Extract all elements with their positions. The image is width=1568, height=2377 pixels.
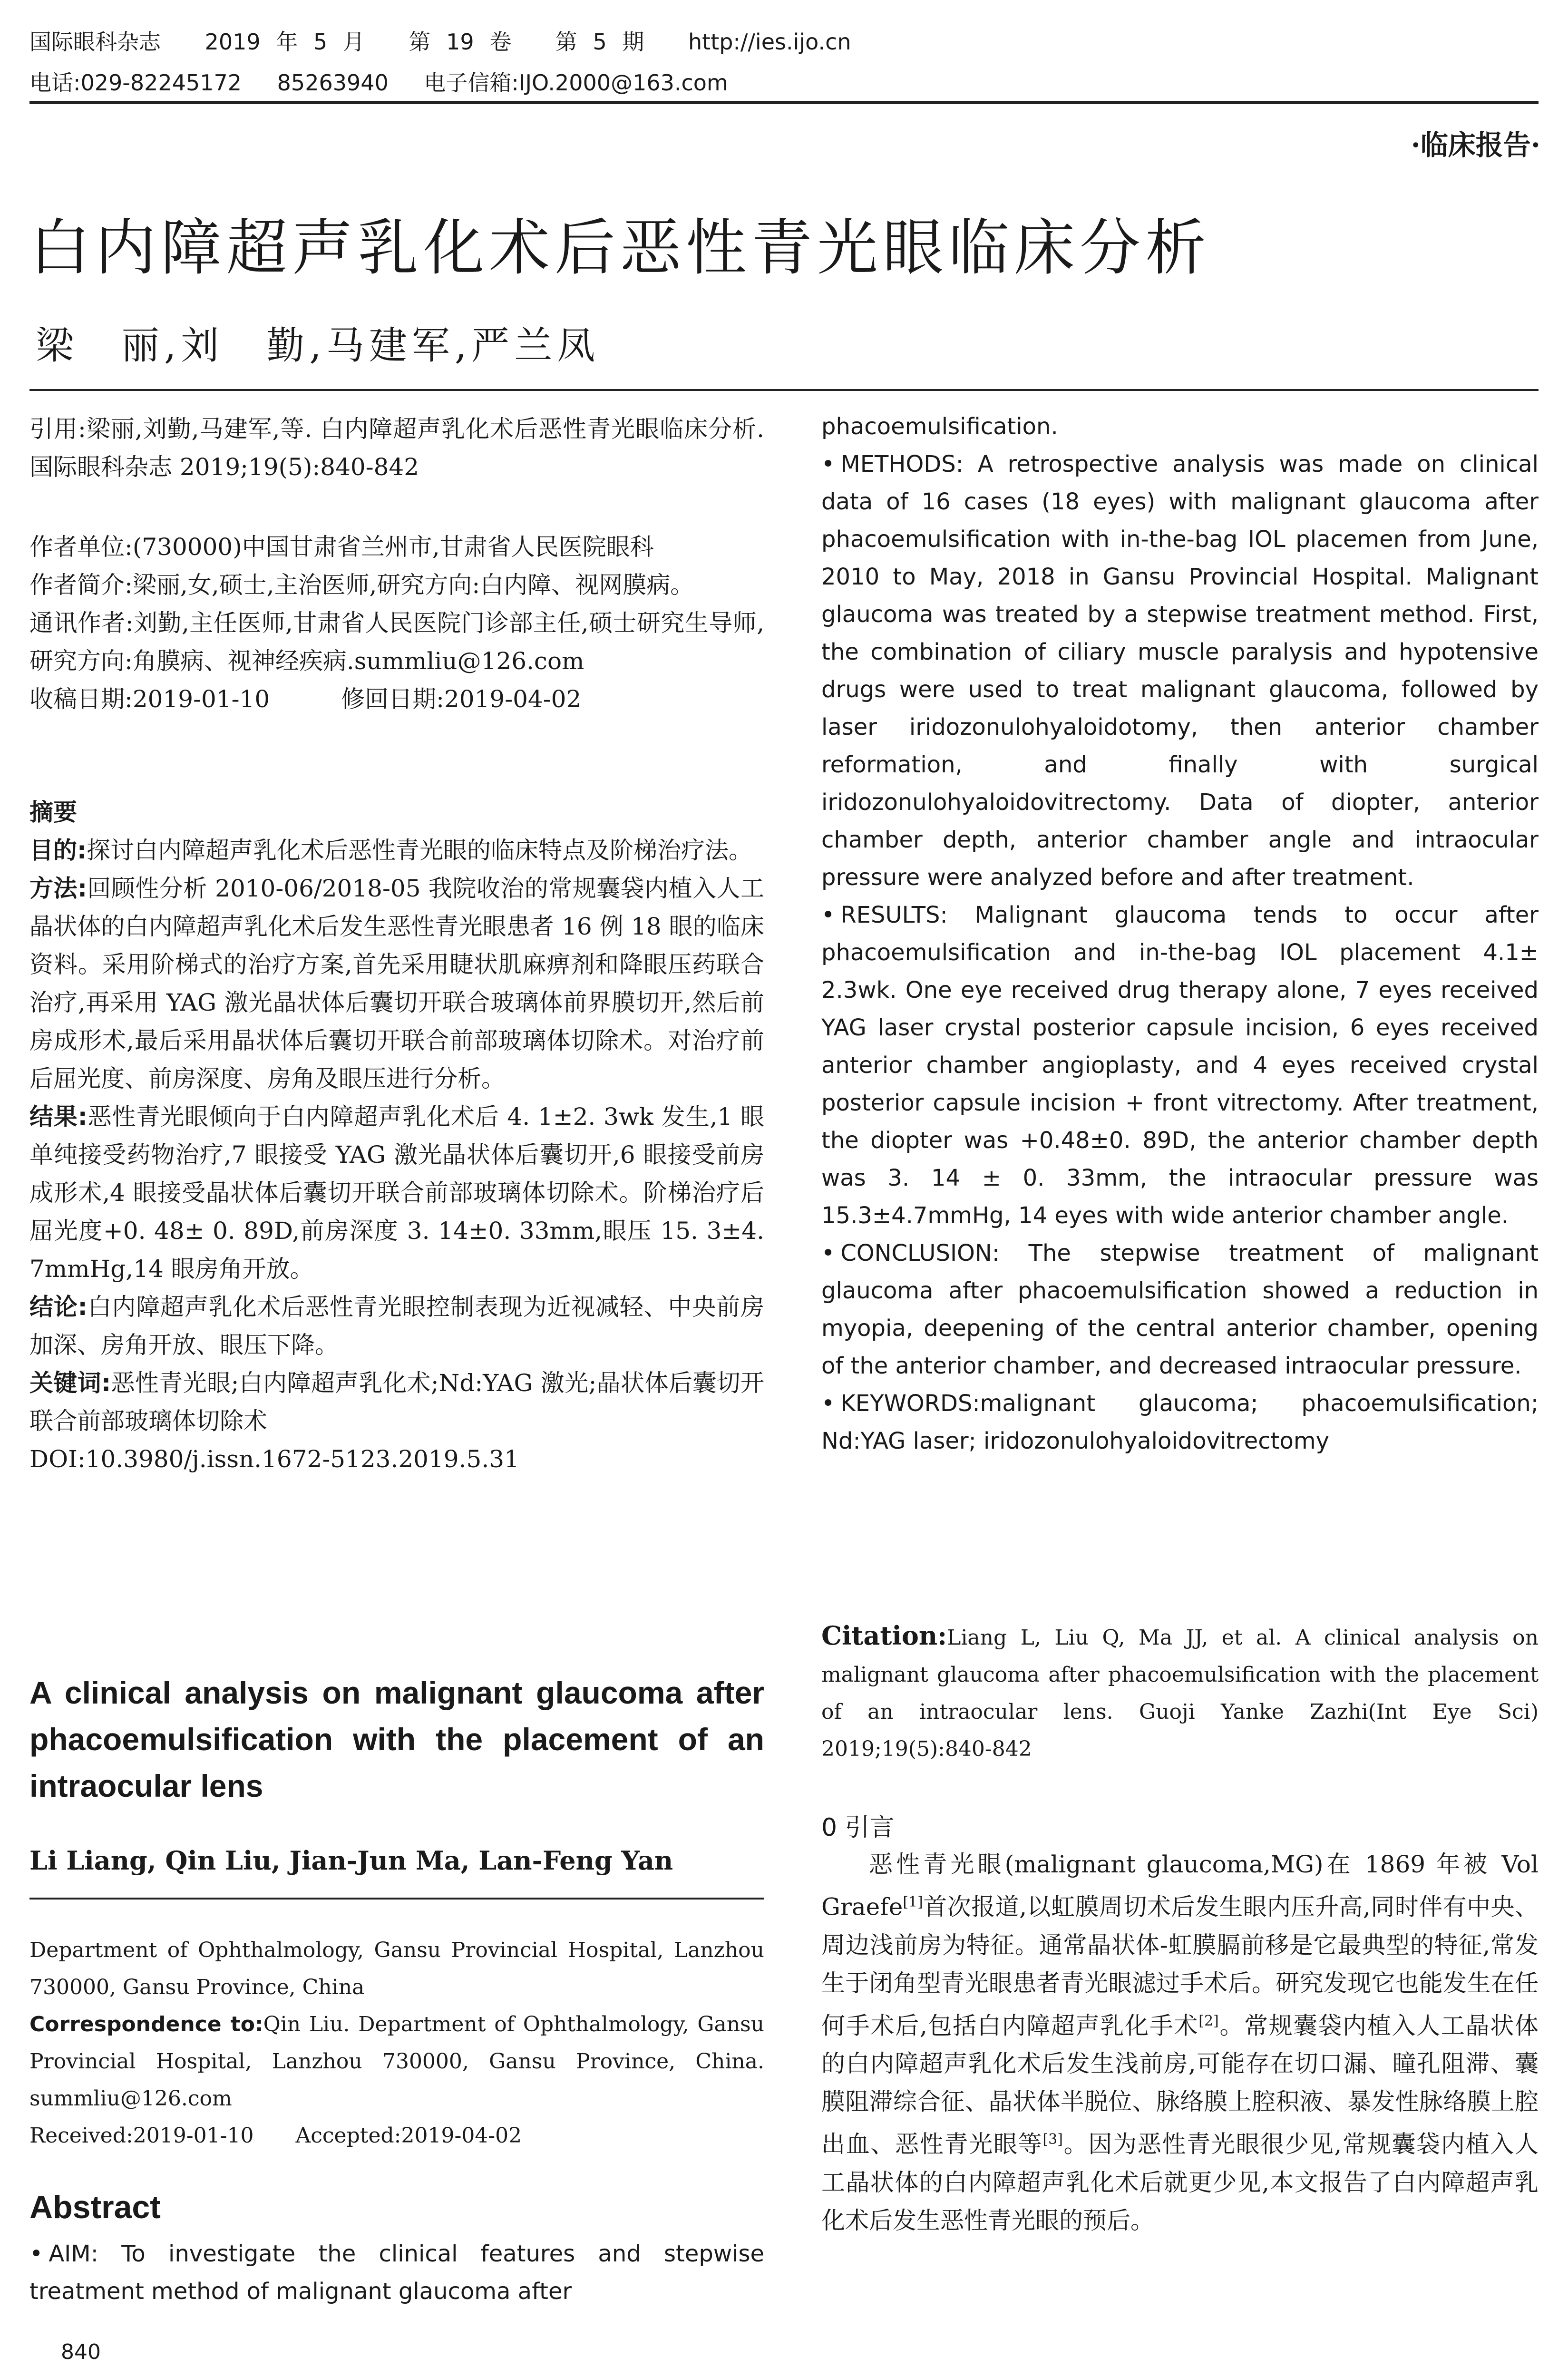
intro-text-3: 。常规囊袋内植入人工晶状体的白内障超声乳化术后发生浅前房,可能存在切口漏、瞳孔阻滞、囊膜阻滞综合征、晶状体半脱位、脉络膜上腔积液、暴发性脉络膜上腔出血、恶性青光眼等: [821, 2012, 1539, 2158]
authors-en-rule: [29, 1898, 764, 1900]
conclusion-zh: 白内障超声乳化术后恶性青光眼控制表现为近视减轻、中央前房加深、房角开放、眼压下降。: [29, 1293, 765, 1359]
abstract-zh-heading: 摘要: [29, 799, 77, 826]
aim-en-text: AIM: To investigate the clinical features and stepwise treatment method of malignant glaucoma after: [29, 2241, 764, 2305]
doi[interactable]: DOI:10.3980/j.issn.1672-5123.2019.5.31: [29, 1445, 519, 1473]
methods-zh: 回顾性分析 2010-06/2018-05 我院收治的常规囊袋内植入人工晶状体的白内障超声乳化术后发生恶性青光眼患者 16 例 18 眼的临床资料。采用阶梯式的治疗方案,首先采用睫状肌麻痹剂和降眼压药联合治疗,再采用 YAG 激光晶状体后囊切开联合玻璃体前界膜切开,然后前房成形术,最后采用晶状体后囊切开联合前部玻璃体切除术。对治疗前后屈光度、前房深度、房角及眼压进行分析。: [29, 875, 764, 1092]
keywords-label: 关键词:: [29, 1369, 111, 1397]
intro-paragraph: [821, 1845, 1539, 2240]
keywords-en: KEYWORDS:malignant glaucoma; phacoemulsification; Nd:YAG laser; iridozonulohyaloidovitrectomy: [821, 1390, 1539, 1454]
citation-en-text: Liang L, Liu Q, Ma JJ, et al. A clinical analysis on malignant glaucoma after phacoemulsification with the placement of an intraocular lens. Guoji Yanke Zazhi(Int Eye Sci) 2019;19(5):840-842: [821, 1626, 1539, 1761]
journal-name: 国际眼科杂志: [29, 29, 161, 55]
citation-zh-text: 引用:梁丽,刘勤,马建军,等. 白内障超声乳化术后恶性青光眼临床分析.国际眼科杂志 2019;19(5):840-842: [29, 415, 764, 481]
affiliation-zh: 作者单位:(730000)中国甘肃省兰州市,甘肃省人民医院眼科: [29, 533, 654, 561]
abstract-en-continued: [821, 408, 1539, 1460]
page-number: 840: [61, 2340, 101, 2364]
volume: 第 19 卷: [409, 29, 512, 55]
received-dates-zh: 收稿日期:2019-01-10 修回日期:2019-04-02: [29, 685, 582, 713]
citation-en-label: Citation:: [821, 1620, 947, 1651]
article-title-zh: 白内障超声乳化术后恶性青光眼临床分析: [29, 213, 1211, 283]
issue: 第 5 期: [555, 29, 644, 55]
journal-header-line1: [29, 25, 880, 56]
aim-label: 目的:: [29, 837, 87, 864]
aim-zh: 探讨白内障超声乳化术后恶性青光眼的临床特点及阶梯治疗法。: [87, 837, 752, 864]
correspondence-en-label: Correspondence to:: [29, 2012, 263, 2036]
bullet-icon: •: [29, 2241, 43, 2267]
article-title-en: A clinical analysis on malignant glaucoma after phacoemulsification with the placement of an intraocular lens: [29, 1675, 764, 1803]
aim-en-continued: phacoemulsification.: [821, 413, 1058, 440]
correspondence-en: Qin Liu. Department of Ophthalmology, Gansu Provincial Hospital, Lanzhou 730000, Gansu Province, China. summliu@126.com: [29, 2012, 765, 2111]
citation-zh: [29, 410, 764, 486]
issue-date: 2019 年 5 月: [205, 29, 365, 55]
phone2: 85263940: [277, 70, 389, 96]
authors-zh: 梁 丽,刘 勤,马建军,严兰凤: [36, 323, 600, 368]
bullet-icon: •: [821, 451, 835, 477]
methods-en: METHODS: A retrospective analysis was made on clinical data of 16 cases (18 eyes) with malignant glaucoma after phacoemulsification with in-the-bag IOL placemen from June, 2010 to May, 2018 in Gansu Provincial Hospital. Malignant glaucoma was treated by a stepwise treatment method. First, the combination of ciliary muscle paralysis and hypotensive drugs were used to treat malignant glaucoma, followed by laser iridozonulohyaloidotomy, then anterior chamber reformation, and finally with surgical iridozonulohyaloidovitrectomy. Data of diopter, anterior chamber depth, anterior chamber angle and intraocular pressure were analyzed before and after treatment.: [821, 451, 1539, 891]
author-info-zh: [29, 528, 764, 718]
abstract-zh: [29, 793, 764, 1478]
intro-heading: 0 引言: [821, 1813, 895, 1842]
received-dates-en: Received:2019-01-10 Accepted:2019-04-02: [29, 2124, 522, 2148]
abstract-en-heading: Abstract: [29, 2189, 161, 2225]
header-rule: [29, 101, 1539, 104]
citation-en: [821, 1617, 1539, 1768]
intro-text-2: 首次报道,以虹膜周切术后发生眼内压升高,同时伴有中央、周边浅前房为特征。通常晶状体-虹膜膈前移是它最典型的特征,常发生于闭角型青光眼患者青光眼滤过手术后。研究发现它也能发生在任何手术后,包括白内障超声乳化手术: [821, 1893, 1539, 2040]
conclusion-en: CONCLUSION: The stepwise treatment of malignant glaucoma after phacoemulsification showed a reduction in myopia, deepening of the central anterior chamber, opening of the anterior chamber, and decreased intraocular pressure.: [821, 1240, 1539, 1379]
intro-text-1: 恶性青光眼(malignant glaucoma,MG)在 1869 年被 Vol Graefe: [821, 1851, 1539, 1921]
intro-text-4: 。因为恶性青光眼很少见,常规囊袋内植入人工晶状体的白内障超声乳化术后就更少见,本文报告了白内障超声乳化术后发生恶性青光眼的预后。: [821, 2130, 1539, 2234]
author-info-en: [29, 1932, 764, 2154]
correspondence-zh: 通讯作者:刘勤,主任医师,甘肃省人民医院门诊部主任,硕士研究生导师,研究方向:角膜病、视神经疾病.summliu@126.com: [29, 609, 764, 675]
bullet-icon: •: [821, 902, 835, 928]
ref-3[interactable]: [3]: [1042, 2131, 1063, 2148]
results-en: RESULTS: Malignant glaucoma tends to occur after phacoemulsification and in-the-bag IOL placement 4.1± 2.3wk. One eye received drug therapy alone, 7 eyes received YAG laser crystal posterior capsule incision, 6 eyes received anterior chamber angioplasty, and 4 eyes received crystal posterior capsule incision + front vitrectomy. After treatment, the diopter was +0.48±0. 89D, the anterior chamber depth was 3. 14 ± 0. 33mm, the intraocular pressure was 15.3±4.7mmHg, 14 eyes with wide anterior chamber angle.: [821, 902, 1539, 1229]
ref-2[interactable]: [2]: [1198, 2012, 1219, 2029]
keywords-zh: 恶性青光眼;白内障超声乳化术;Nd:YAG 激光;晶状体后囊切开联合前部玻璃体切除术: [29, 1369, 764, 1435]
aim-en: [29, 2235, 764, 2310]
journal-header-line2: [29, 66, 757, 97]
conclusion-label: 结论:: [29, 1293, 88, 1321]
authors-en: Li Liang, Qin Liu, Jian-Jun Ma, Lan-Feng Yan: [29, 1845, 673, 1876]
email[interactable]: 电子信箱:IJO.2000@163.com: [424, 70, 728, 96]
journal-url[interactable]: http://ies.ijo.cn: [688, 29, 851, 55]
results-label: 结果:: [29, 1103, 88, 1130]
ref-1[interactable]: [1]: [903, 1894, 923, 1910]
results-zh: 恶性青光眼倾向于白内障超声乳化术后 4. 1±2. 3wk 发生,1 眼单纯接受药物治疗,7 眼接受 YAG 激光晶状体后囊切开,6 眼接受前房成形术,4 眼接受晶状体后囊切开联合前部玻璃体切除术。阶梯治疗后屈光度+0. 48± 0. 89D,前房深度 3. 14±0. 33mm,眼压 15. 3±4. 7mmHg,14 眼房角开放。: [29, 1103, 764, 1283]
authors-rule: [29, 389, 1539, 391]
bullet-icon: •: [821, 1390, 835, 1417]
author-bio-zh: 作者简介:梁丽,女,硕士,主治医师,研究方向:白内障、视网膜病。: [29, 571, 694, 599]
affiliation-en: Department of Ophthalmology, Gansu Provincial Hospital, Lanzhou 730000, Gansu Province, China: [29, 1938, 764, 1999]
bullet-icon: •: [821, 1240, 835, 1266]
phone: 电话:029-82245172: [29, 70, 242, 96]
section-label: ·临床报告·: [1411, 129, 1540, 161]
methods-label: 方法:: [29, 875, 87, 902]
